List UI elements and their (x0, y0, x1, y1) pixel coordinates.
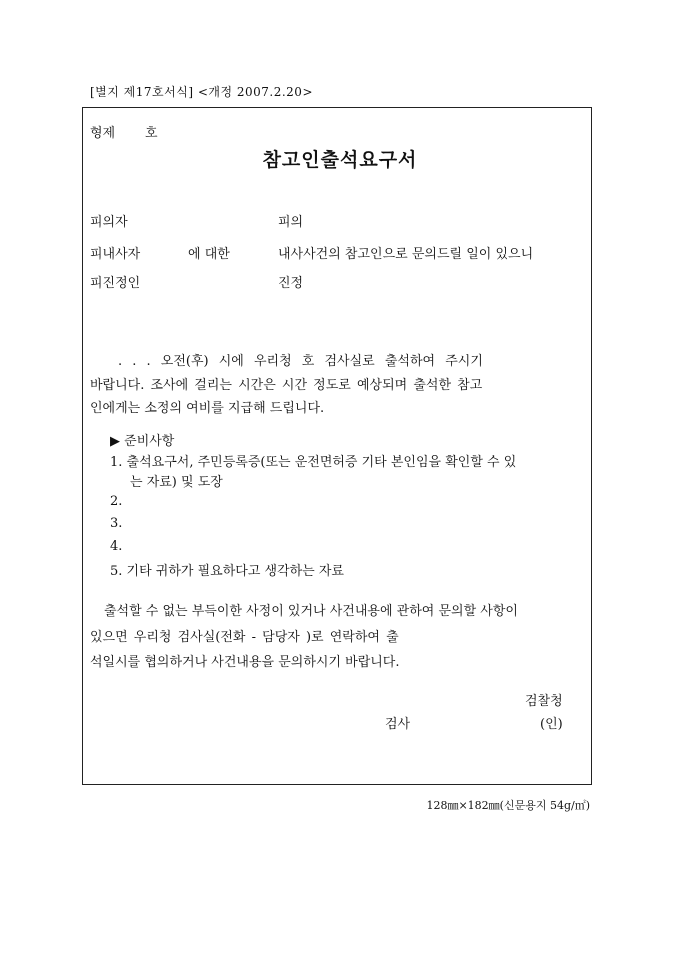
closing-paragraph-line2: 있으면 우리청 검사실(전화 - 담당자 )로 연락하여 출 (90, 630, 399, 645)
document-title: 참고인출석요구서 (262, 149, 418, 171)
investigated-label: 피내사자 (90, 247, 141, 262)
prep-item-1-cont: 는 자료) 및 도장 (130, 475, 223, 490)
investigated-middle: 에 대한 (188, 247, 230, 262)
suspect-label: 피의자 (90, 215, 128, 230)
form-reference: [별지 제17호서식] <개정 2007.2.20> (90, 85, 313, 99)
prep-item-2: 2. (110, 494, 123, 509)
closing-paragraph-line3: 석일시를 협의하거나 사건내용을 문의하시기 바랍니다. (90, 655, 400, 670)
prep-item-3: 3. (110, 516, 123, 531)
prep-item-4: 4. (110, 539, 123, 554)
paper-spec: 128㎜×182㎜(신문용지 54g/㎡) (426, 799, 590, 812)
respondent-value: 진정 (278, 276, 304, 291)
prep-item-1: 1. 출석요구서, 주민등록증(또는 운전면허증 기타 본인임을 확인할 수 있 (110, 455, 517, 470)
respondent-label: 피진정인 (90, 276, 141, 291)
closing-paragraph-line1: 출석할 수 없는 부득이한 사정이 있거나 사건내용에 관하여 문의할 사항이 (104, 604, 518, 619)
investigated-value: 내사사건의 참고인으로 문의드릴 일이 있으니 (278, 247, 534, 262)
prosecutor-office: 검찰청 (525, 694, 563, 709)
prosecutor-label: 검사 (385, 717, 411, 732)
main-paragraph-line1: . . . 오전(후) 시에 우리청 호 검사실로 출석하여 주시기 (118, 354, 483, 369)
prep-heading: ▶ 준비사항 (110, 434, 175, 449)
case-number-suffix: 호 (145, 126, 158, 141)
suspect-value: 피의 (278, 215, 304, 230)
prep-item-5: 5. 기타 귀하가 필요하다고 생각하는 자료 (110, 564, 344, 579)
case-number-label: 형제 (90, 126, 116, 141)
seal-mark: (인) (540, 717, 563, 732)
main-paragraph-line2: 바랍니다. 조사에 걸리는 시간은 시간 정도로 예상되며 출석한 참고 (90, 378, 483, 393)
main-paragraph-line3: 인에게는 소정의 여비를 지급해 드립니다. (90, 401, 325, 416)
